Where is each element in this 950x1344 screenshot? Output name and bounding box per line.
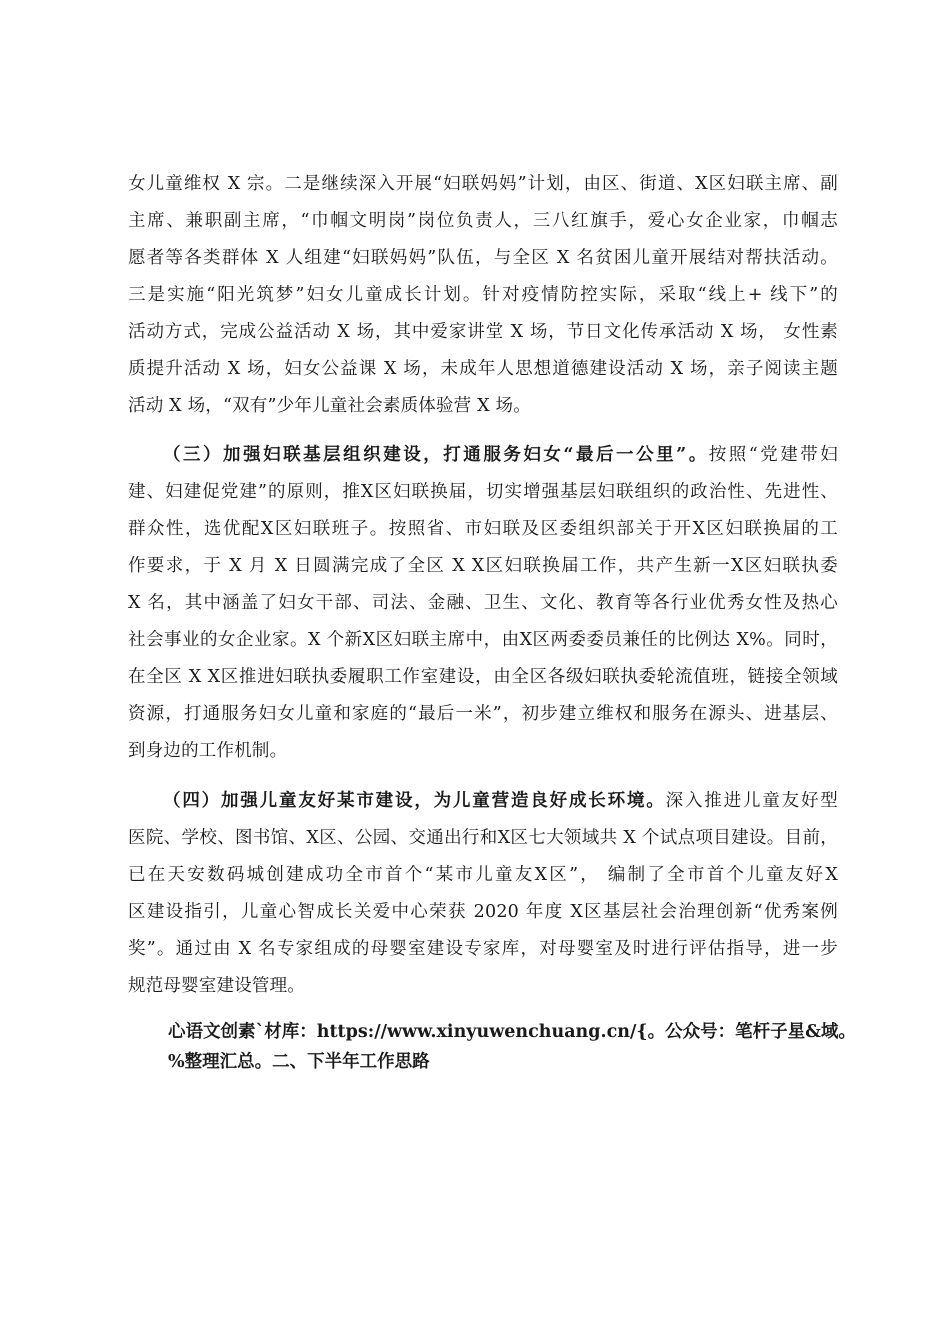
- text-line: 活动方式，完成公益活动 X 场，其中爱家讲堂 X 场，节日文化传承活动 X 场， 女性素: [128, 322, 838, 342]
- text-line: 活动 X 场，“双有”少年儿童社会素质体验营 X 场。: [128, 396, 531, 416]
- text-line: 在全区 X X区推进妇联执委履职工作室建设，由全区各级妇联执委轮流值班，链接全领域: [128, 667, 838, 687]
- text-line: 建、妇建促党建”的原则，推X区妇联换届，切实增强基层妇联组织的政治性、先进性、: [128, 482, 838, 502]
- text-line: 愿者等各类群体 X 人组建“妇联妈妈”队伍，与全区 X 名贫困儿童开展结对帮扶活动。: [128, 248, 838, 268]
- footer-source-line: 心语文创素`材库：https://www.xinyuwenchuang.cn/{。公众号：笔杆子星&域。: [168, 1022, 856, 1042]
- text-line: 已在天安数码城创建成功全市首个“某市儿童友X区”， 编制了全市首个儿童友好X: [128, 865, 838, 885]
- text-line: 区建设指引，儿童心智成长关爱中心荣获 2020 年度 X区基层社会治理创新“优秀案例: [128, 902, 838, 922]
- paragraph-first-line: [128, 783, 838, 820]
- text-line: X 名，其中涵盖了妇女干部、司法、金融、卫生、文化、教育等各行业优秀女性及热心: [128, 593, 838, 613]
- paragraph-first-line: [128, 437, 838, 474]
- text-run: 深入推进儿童友好型: [665, 791, 838, 811]
- footer-section-line: %整理汇总。二、下半年工作思路: [168, 1052, 430, 1072]
- paragraph-child-friendly-city: [128, 783, 838, 1005]
- paragraph-grassroots-organization: [128, 437, 838, 770]
- text-line: 奖”。通过由 X 名专家组成的母婴室建设专家库，对母婴室及时进行评估指导，进一步: [128, 939, 838, 959]
- text-line: 三是实施“阳光筑梦”妇女儿童成长计划。针对疫情防控实际，采取“线上+ 线下”的: [128, 285, 838, 305]
- source-footer: [168, 1017, 856, 1077]
- text-line: 群众性，选优配X区妇联班子。按照省、市妇联及区委组织部关于开X区妇联换届的工: [128, 519, 838, 539]
- text-line: 质提升活动 X 场，妇女公益课 X 场，未成年人思想道德建设活动 X 场，亲子阅读主题: [128, 359, 838, 379]
- text-line: 社会事业的女企业家。X 个新X区妇联主席中，由X区两委委员兼任的比例达 X%。同时，: [128, 630, 838, 650]
- section-heading-4: （四）加强儿童友好某市建设，为儿童营造良好成长环境。: [163, 791, 666, 811]
- text-line: 规范母婴室建设管理。: [128, 976, 305, 996]
- section-heading-3: （三）加强妇联基层组织建设，打通服务妇女“最后一公里”。: [163, 445, 709, 465]
- text-line: 作要求，于 X 月 X 日圆满完成了全区 X X区妇联换届工作，共产生新一X区妇联执委: [128, 556, 838, 576]
- text-line: 资源，打通服务妇女儿童和家庭的“最后一米”，初步建立维权和服务在源头、进基层、: [128, 704, 838, 724]
- paragraph-women-children-rights: [128, 166, 838, 425]
- text-line: 医院、学校、图书馆、X区、公园、交通出行和X区七大领域共 X 个试点项目建设。目前，: [128, 828, 838, 848]
- text-run: 按照“党建带妇: [708, 445, 838, 465]
- text-line: 主席、兼职副主席，“巾帼文明岗”岗位负责人，三八红旗手，爱心女企业家，巾帼志: [128, 211, 838, 231]
- text-line: 到身边的工作机制。: [128, 741, 288, 761]
- text-line: 女儿童维权 X 宗。二是继续深入开展“妇联妈妈”计划，由区、街道、X区妇联主席、副: [128, 174, 838, 194]
